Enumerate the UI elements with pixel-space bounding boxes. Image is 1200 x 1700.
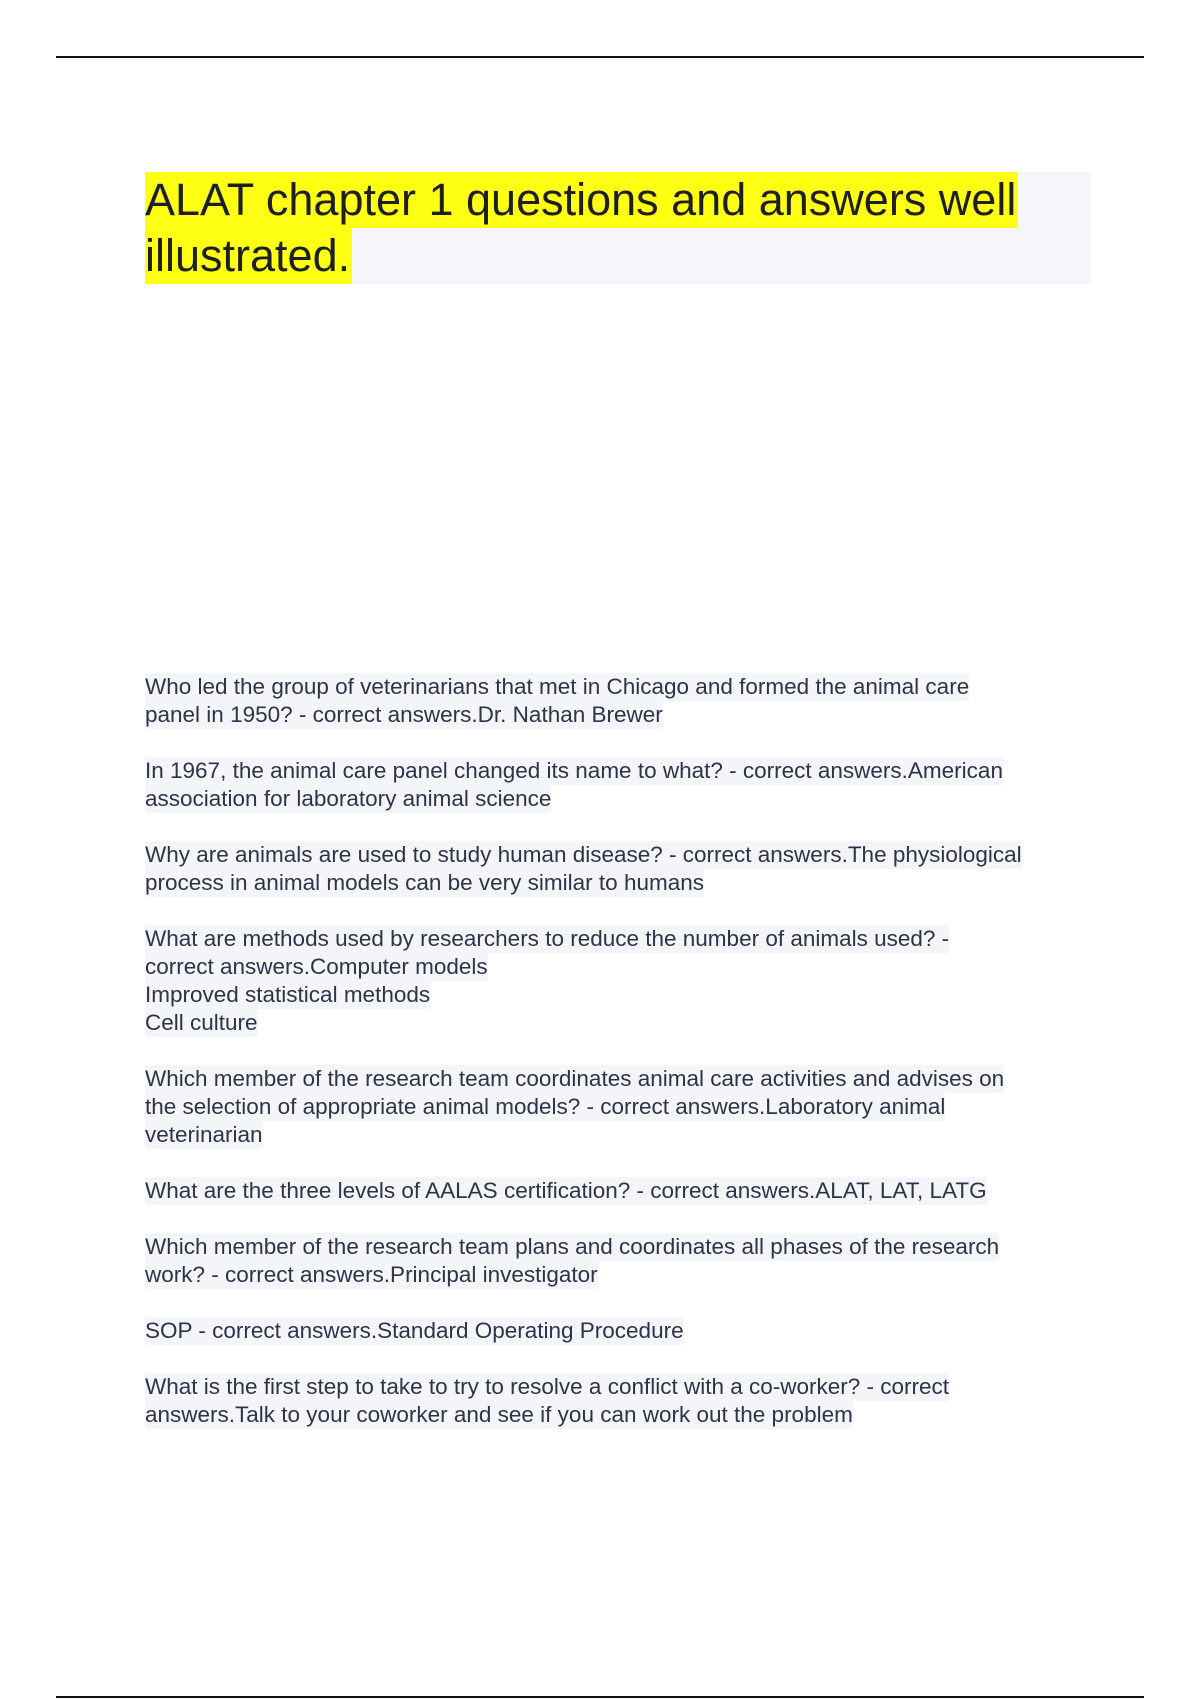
qa-item (145, 1373, 1105, 1429)
qa-item (145, 673, 1105, 729)
qa-line: association for laboratory animal science (145, 786, 552, 811)
qa-item (145, 757, 1105, 813)
qa-item (145, 1065, 1105, 1149)
qa-line: Cell culture (145, 1010, 258, 1035)
qa-line: correct answers.Computer models (145, 954, 488, 979)
bottom-rule (56, 1696, 1144, 1698)
qa-line: the selection of appropriate animal models? - correct answers.Laboratory animal (145, 1094, 946, 1119)
qa-line: What are the three levels of AALAS certification? - correct answers.ALAT, LAT, LATG (145, 1178, 987, 1203)
qa-line: What are methods used by researchers to reduce the number of animals used? - (145, 926, 950, 951)
title-line-2: illustrated. (145, 228, 352, 284)
qa-line: Which member of the research team coordinates animal care activities and advises on (145, 1066, 1005, 1091)
title-line-1: ALAT chapter 1 questions and answers well (145, 172, 1018, 228)
qa-item (145, 925, 1105, 1037)
document-title (145, 172, 1091, 284)
qa-line: answers.Talk to your coworker and see if you can work out the problem (145, 1402, 853, 1427)
qa-line: work? - correct answers.Principal investigator (145, 1262, 598, 1287)
qa-line: Why are animals are used to study human disease? - correct answers.The physiological (145, 842, 1022, 867)
top-rule (56, 56, 1144, 58)
qa-item (145, 841, 1105, 897)
qa-line: In 1967, the animal care panel changed its name to what? - correct answers.American (145, 758, 1003, 783)
qa-line: process in animal models can be very similar to humans (145, 870, 704, 895)
qa-item (145, 1177, 1105, 1205)
qa-item (145, 1317, 1105, 1345)
qa-item (145, 1233, 1105, 1289)
qa-line: Improved statistical methods (145, 982, 431, 1007)
qa-line: SOP - correct answers.Standard Operating Procedure (145, 1318, 684, 1343)
qa-line: veterinarian (145, 1122, 263, 1147)
qa-list (145, 673, 1105, 1457)
qa-line: panel in 1950? - correct answers.Dr. Nathan Brewer (145, 702, 663, 727)
qa-line: Which member of the research team plans and coordinates all phases of the research (145, 1234, 1000, 1259)
qa-line: Who led the group of veterinarians that met in Chicago and formed the animal care (145, 674, 970, 699)
qa-line: What is the first step to take to try to resolve a conflict with a co-worker? - correct (145, 1374, 950, 1399)
